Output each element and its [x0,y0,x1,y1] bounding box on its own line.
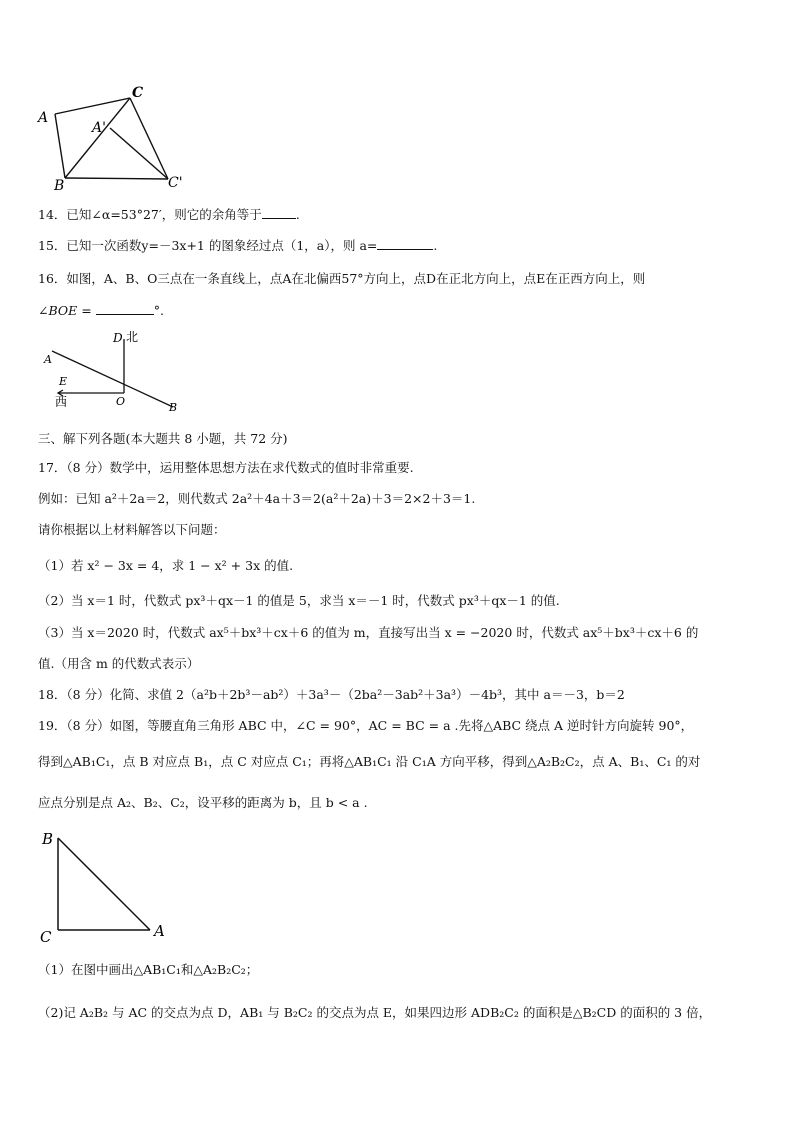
label-B: B [54,178,65,194]
q14-end: . [295,207,300,222]
question-15 [38,237,437,255]
figure-compass-directions [38,325,198,420]
figure-rotation-triangles [30,80,200,195]
q17-example-text: 例如：已知 a²＋2a＝2，则代数式 2a²＋4a＋3＝2(a²＋2a)＋3＝2×2＋3＝1. [38,491,476,506]
question-19-line2 [38,753,700,771]
label-A: A [154,922,165,940]
question-17-part1 [38,557,293,575]
q19-part2-text: （2)记 A₂B₂ 与 AC 的交点为点 D，AB₁ 与 B₂C₂ 的交点为点 E，如果四边形 ADB₂C₂ 的面积是△B₂CD 的面积的 3 倍， [38,1005,712,1020]
question-19-line1 [38,717,693,735]
label-C-prime: C' [168,175,183,191]
q15-answer-blank[interactable] [377,237,433,250]
question-17-instruction [38,521,226,539]
q16-end: °. [153,303,164,318]
q17-part3b-text: 值.（用含 m 的代数式表示） [38,656,200,671]
question-18 [38,686,625,704]
q16-text2: ∠BOE = [38,303,92,318]
q17-instruction-text: 请你根据以上材料解答以下问题： [38,522,226,537]
question-16-line1 [38,270,645,288]
q19-part1-text: （1）在图中画出△AB₁C₁和△A₂B₂C₂； [38,962,259,977]
label-A-prime: A' [92,120,106,136]
question-16-line2 [38,302,164,320]
label-west: 西 [55,395,68,409]
q17-part1-text: （1）若 x² − 3x = 4，求 1 − x² + 3x 的值. [38,558,294,573]
label-C: C [40,928,52,946]
q14-answer-blank[interactable] [262,206,296,219]
q14-text: 14．已知∠α=53°27′，则它的余角等于 [38,207,262,222]
label-O: O [116,395,126,408]
label-E: E [59,375,68,388]
q17-part2-text: （2）当 x＝1 时，代数式 px³＋qx－1 的值是 5，求当 x＝－1 时，代数式 px³＋qx－1 的值. [38,593,560,608]
q16-text1: 16．如图，A、B、O三点在一条直线上，点A在北偏西57°方向上，点D在正北方向上，点E在正西方向上，则 [38,271,646,286]
q16-answer-blank[interactable] [96,302,154,315]
q15-end: . [433,238,438,253]
question-19-part1 [38,961,258,979]
section-3-heading [38,430,288,448]
question-17-part2 [38,592,560,610]
q19-line2-text: 得到△AB₁C₁，点 B 对应点 B₁，点 C 对应点 C₁；再将△AB₁C₁ 沿 C₁A 方向平移，得到△A₂B₂C₂，点 A、B₁、C₁ 的对 [38,754,701,769]
label-B: B [169,401,178,414]
question-19-line3 [38,794,368,812]
question-17-stem [38,459,414,477]
question-17-example [38,490,475,508]
question-14 [38,206,300,224]
section-3-heading-text: 三、解下列各题(本大题共 8 小题，共 72 分) [38,431,288,446]
q19-line1-text: 19．（8 分）如图，等腰直角三角形 ABC 中，∠C = 90°，AC = BC = a .先将△ABC 绕点 A 逆时针方向旋转 90°， [38,718,694,733]
label-D: D [113,331,123,345]
q19-line3-text: 应点分别是点 A₂、B₂、C₂，设平移的距离为 b，且 b < a . [38,795,368,810]
q15-text: 15．已知一次函数y=－3x+1 的图象经过点（1，a），则 a= [38,238,378,253]
question-17-part3a [38,624,698,642]
question-17-part3b [38,655,199,673]
q17-part3a-text: （3）当 x＝2020 时，代数式 ax⁵＋bx³＋cx＋6 的值为 m，直接写出当 x = −2020 时，代数式 ax⁵＋bx³＋cx＋6 的 [38,625,699,640]
label-A: A [44,353,52,366]
q17-stem-text: 17．（8 分）数学中，运用整体思想方法在求代数式的值时非常重要. [38,460,414,475]
label-C: C [132,85,144,101]
label-B: B [42,830,54,848]
label-A: A [38,110,49,126]
question-19-part2 [38,1004,711,1022]
figure-right-triangle-abc [36,826,176,951]
q18-text: 18．（8 分）化简、求值 2（a²b＋2b³－ab²）＋3a³－（2ba²－3ab²＋3a³）－4b³，其中 a＝－3，b＝2 [38,687,625,702]
label-north: 北 [126,330,139,344]
